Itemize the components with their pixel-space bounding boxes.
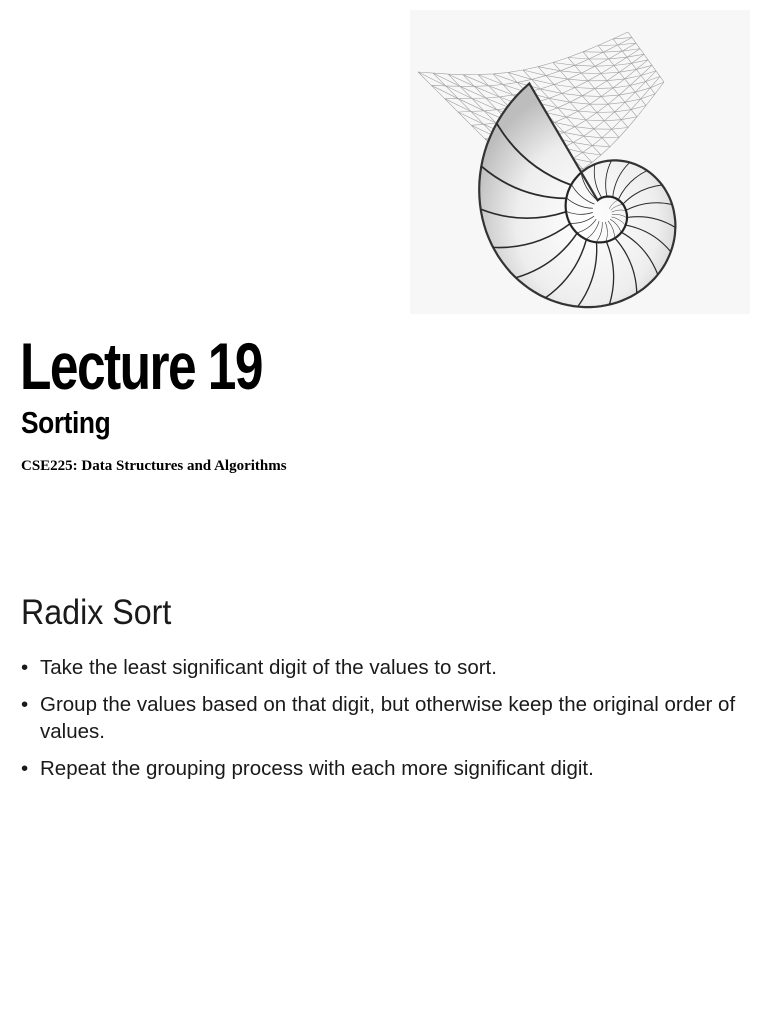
bullet-text: Take the least significant digit of the values to sort. [40, 656, 497, 679]
slide-heading: Radix Sort [21, 593, 172, 632]
bullet-item [21, 654, 741, 681]
bullet-glyph: • [21, 693, 29, 716]
lecture-subtitle: Sorting [21, 405, 111, 440]
bullet-text: Repeat the grouping process with each more significant digit. [40, 757, 594, 780]
bullet-glyph: • [21, 656, 29, 679]
lecture-title: Lecture 19 [20, 329, 262, 403]
bullet-text: Group the values based on that digit, but otherwise keep the original order of values. [40, 693, 736, 743]
title-slide [0, 0, 768, 510]
bullet-glyph: • [21, 757, 29, 780]
bullet-item [21, 755, 741, 782]
bullet-list [21, 654, 741, 792]
content-slide [0, 512, 768, 1024]
course-name: CSE225: Data Structures and Algorithms [21, 458, 287, 474]
nautilus-shell-icon [410, 10, 750, 314]
bullet-item [21, 691, 741, 745]
